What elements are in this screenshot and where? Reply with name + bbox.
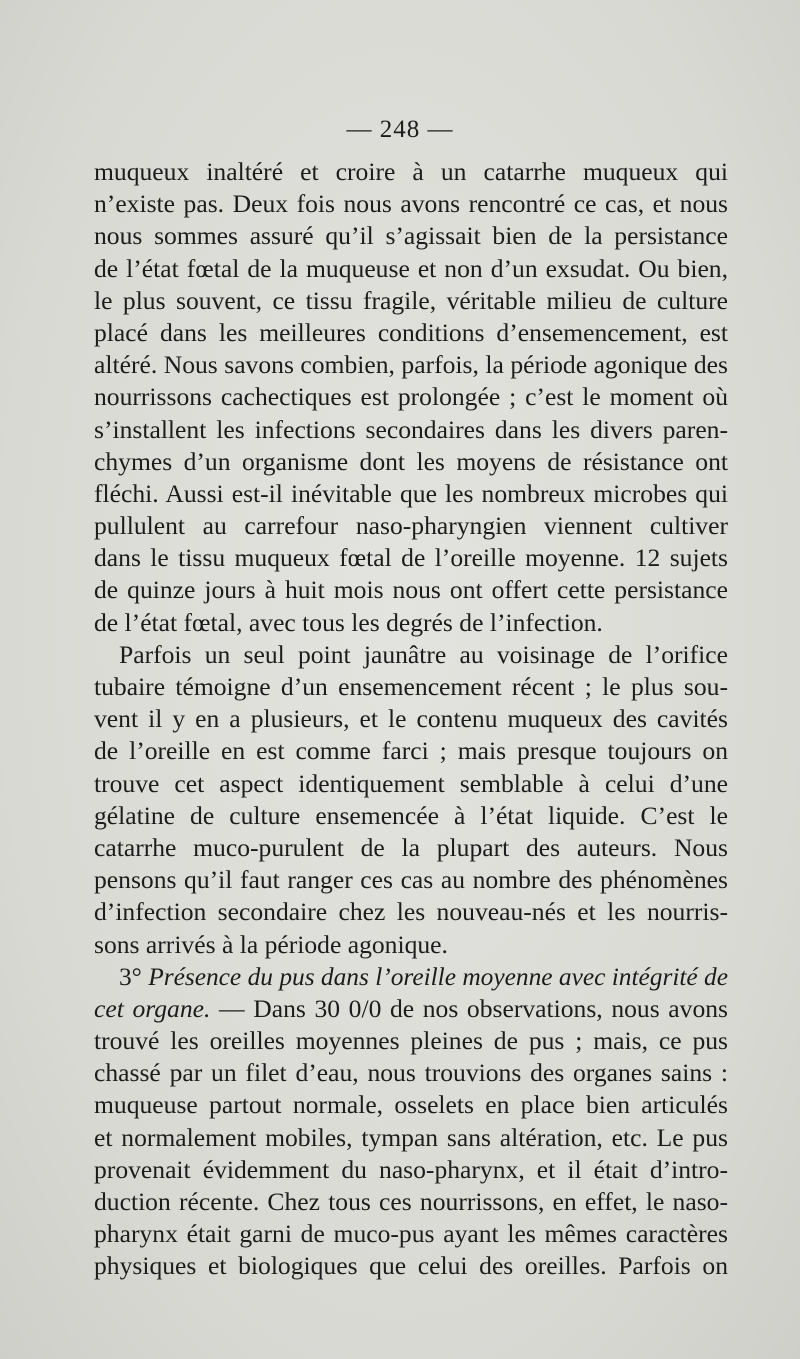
body-text (94, 156, 728, 1283)
text-line: dans le tissu muqueux fœtal de l’oreille moyenne. 12 sujets (94, 543, 728, 573)
text-line: altéré. Nous savons combien, parfois, la période agonique des (94, 350, 728, 380)
text-line: trouvé les oreilles moyennes pleines de pus ; mais, ce pus (94, 1026, 728, 1056)
section-text-continuation: — Dans 30 0/0 de nos observations, nous avons (219, 993, 728, 1023)
text-line: et normalement mobiles, tympan sans altération, etc. Le pus (94, 1122, 728, 1152)
text-line: sons arrivés à la période agonique. (94, 929, 448, 959)
text-line: chassé par un filet d’eau, nous trouvions des organes sains : (94, 1058, 728, 1088)
text-line: Parfois un seul point jaunâtre au voisinage de l’orifice (119, 639, 728, 669)
text-line: muqueux inaltéré et croire à un catarrhe muqueux qui (94, 157, 728, 186)
text-line: de l’état fœtal de la muqueuse et non d’un exsudat. Ou bien, (94, 253, 728, 283)
section-title-part2: cet organe. (94, 993, 211, 1023)
section-heading-line (94, 961, 728, 993)
text-line: catarrhe muco-purulent de la plupart des auteurs. Nous (94, 832, 728, 862)
text-line: duction récente. Chez tous ces nourrissons, en effet, le naso- (94, 1187, 728, 1216)
text-line: muqueuse partout normale, osselets en place bien articulés (94, 1090, 728, 1120)
text-line: trouve cet aspect identiquement semblable à celui d’une (94, 768, 728, 798)
text-line: tubaire témoigne d’un ensemencement récent ; le plus sou- (94, 672, 728, 701)
section-number: 3° (119, 961, 142, 991)
text-line: fléchi. Aussi est-il inévitable que les nombreux microbes qui (94, 478, 728, 508)
text-line: provenait évidemment du naso-pharynx, et il était d’intro- (94, 1154, 728, 1184)
text-line: d’infection secondaire chez les nouveau-nés et les nourris- (94, 897, 728, 927)
text-line: placé dans les meilleures conditions d’ensemencement, est (94, 317, 728, 347)
section-heading-line-2 (94, 993, 728, 1025)
text-line: de l’état fœtal, avec tous les degrés de l’infection. (94, 607, 603, 637)
text-line: n’existe pas. Deux fois nous avons rencontré ce cas, et nous (94, 189, 728, 219)
text-line: nous sommes assuré qu’il s’agissait bien de la persistance (94, 221, 728, 251)
text-line: vent il y en a plusieurs, et le contenu muqueux des cavités (94, 704, 728, 734)
text-line: le plus souvent, ce tissu fragile, véritable milieu de culture (94, 285, 728, 315)
text-line: pullulent au carrefour naso-pharyngien viennent cultiver (94, 511, 728, 541)
text-line: chymes d’un organisme dont les moyens de résistance ont (94, 446, 728, 476)
text-line: physiques et biologiques que celui des oreilles. Parfois on (94, 1251, 728, 1281)
text-line: pensons qu’il faut ranger ces cas au nombre des phénomènes (94, 865, 728, 895)
section-title-part1: Présence du pus dans l’oreille moyenne avec intégrité de (148, 961, 728, 991)
text-line: de l’oreille en est comme farci ; mais presque toujours on (94, 736, 728, 766)
text-line: pharynx était garni de muco-pus ayant les mêmes caractères (94, 1219, 728, 1249)
text-line: nourrissons cachectiques est prolongée ; c’est le moment où (94, 382, 728, 412)
paragraph-block-1 (94, 156, 728, 961)
page-number: — 248 — (346, 116, 454, 143)
text-line: gélatine de culture ensemencée à l’état liquide. C’est le (94, 800, 728, 830)
paragraph-block-2 (94, 1025, 728, 1283)
text-line: s’installent les infections secondaires dans les divers paren- (94, 414, 728, 444)
text-line: de quinze jours à huit mois nous ont offert cette persistance (94, 575, 728, 605)
